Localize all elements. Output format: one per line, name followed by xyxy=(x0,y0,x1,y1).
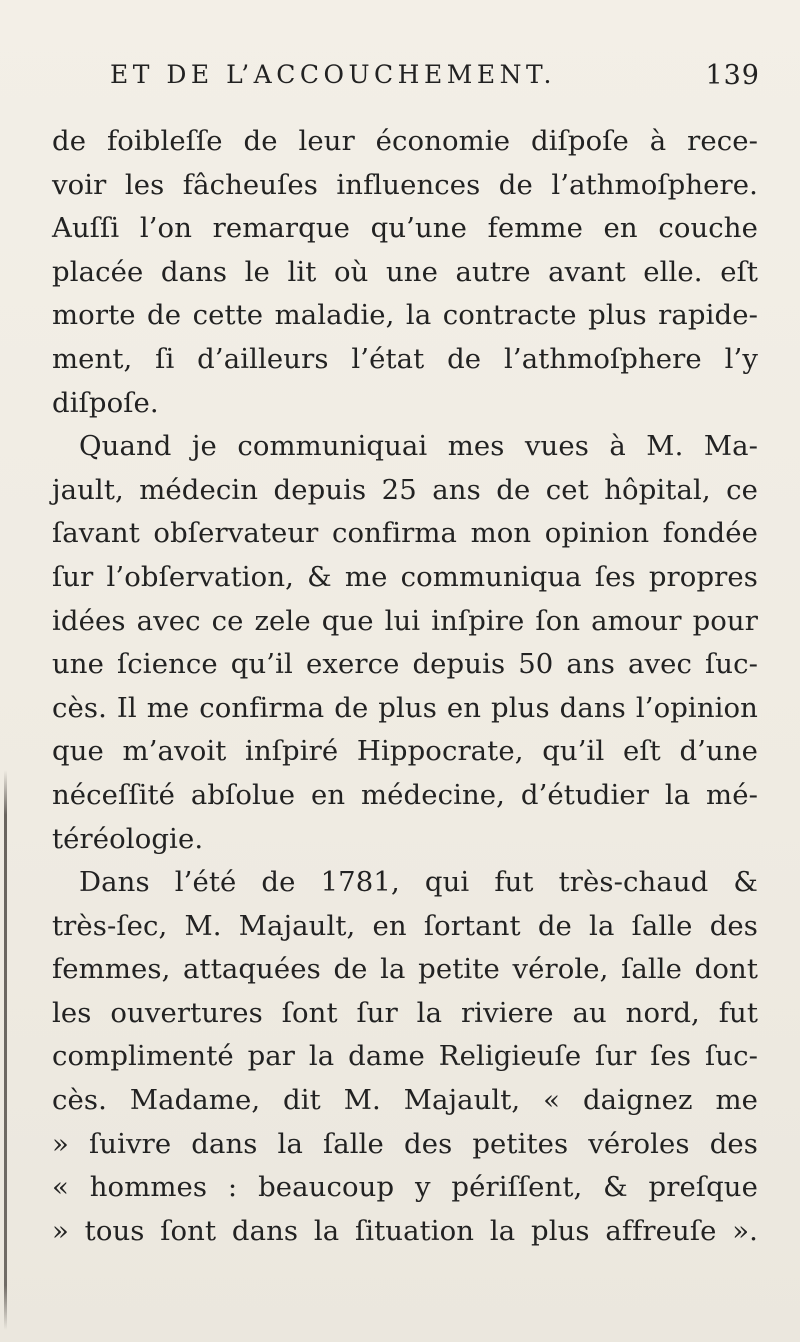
text-line: Auſſi l’on remarque qu’une femme en couche xyxy=(52,212,758,245)
text-line: une ſcience qu’il exerce depuis 50 ans avec ſuc- xyxy=(52,648,758,681)
text-line: Dans l’été de 1781, qui fut très-chaud & xyxy=(79,866,758,899)
text-line: cès. Madame, dit M. Majault, « daignez me xyxy=(52,1084,758,1117)
text-line: Quand je communiquai mes vues à M. Ma- xyxy=(79,430,758,463)
text-line: néceſſité abſolue en médecine, d’étudier la mé- xyxy=(52,778,758,811)
text-line: femmes, attaquées de la petite vérole, ſalle dont xyxy=(52,953,758,986)
running-head-title: ET DE L’ACCOUCHEMENT. xyxy=(110,60,556,89)
text-line: complimenté par la dame Religieuſe ſur ſes ſuc- xyxy=(52,1040,758,1073)
text-line: les ouvertures ſont ſur la riviere au nord, fut xyxy=(52,996,758,1029)
text-line: très-ſec, M. Majault, en ſortant de la ſalle des xyxy=(52,909,758,942)
text-line: idées avec ce zele que lui inſpire ſon amour pour xyxy=(52,604,758,637)
binding-edge-shadow xyxy=(4,770,7,1330)
text-line: ment, ſi d’ailleurs l’état de l’athmoſphere l’y xyxy=(52,342,758,375)
text-line: ſavant obſervateur confirma mon opinion fondée xyxy=(52,517,758,550)
text-line: morte de cette maladie, la contracte plus rapide- xyxy=(52,299,758,332)
text-line: « hommes : beaucoup y périſſent, & preſque xyxy=(52,1171,758,1204)
text-line: » tous ſont dans la ſituation la plus affreuſe ». xyxy=(52,1214,758,1247)
text-line: placée dans le lit où une autre avant elle. eſt xyxy=(52,255,758,288)
text-line: diſpoſe. xyxy=(52,386,159,419)
text-line: » ſuivre dans la ſalle des petites véroles des xyxy=(52,1127,758,1160)
text-line: ſur l’obſervation, & me communiqua ſes propres xyxy=(52,560,758,593)
text-line: voir les fâcheuſes influences de l’athmoſphere. xyxy=(52,168,758,201)
text-line: jault, médecin depuis 25 ans de cet hôpital, ce xyxy=(52,473,758,506)
running-head xyxy=(110,60,760,100)
page-number: 139 xyxy=(705,60,760,91)
text-line: de foibleſſe de leur économie diſpoſe à rece- xyxy=(52,125,758,157)
text-line: cès. Il me confirma de plus en plus dans l’opinion xyxy=(52,691,758,724)
text-line: téréologie. xyxy=(52,822,204,855)
body-text xyxy=(52,120,758,1253)
text-line: que m’avoit inſpiré Hippocrate, qu’il eſt d’une xyxy=(52,735,758,768)
